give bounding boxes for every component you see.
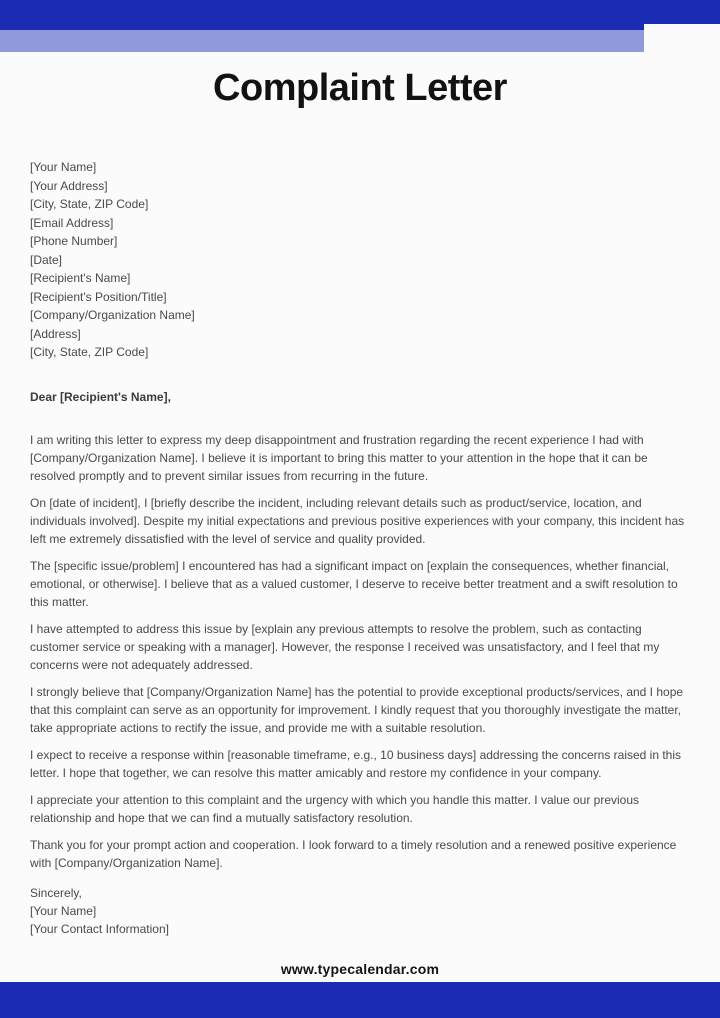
letter-paragraph-4: I have attempted to address this issue by [explain any previous attempts to resolve the problem, such as contacting customer service or speaking with a manager]. However, the response I received was unsatisfactory, and I feel that my concerns were not adequately addressed. (30, 621, 660, 672)
letter-paragraph-7: I appreciate your attention to this complaint and the urgency with which you handle this matter. I value our previous relationship and hope that we can find a mutually satisfactory resolution. (30, 792, 640, 825)
address-line-address: [Address] (30, 326, 81, 341)
address-line-your-address: [Your Address] (30, 178, 108, 193)
footer-url: www.typecalendar.com (280, 961, 440, 977)
letter-body (0, 158, 720, 938)
address-line-phone: [Phone Number] (30, 234, 118, 248)
letter-paragraph-3: The [specific issue/problem] I encountered has had a significant impact on [explain the consequences, whether financial, emotional, or otherwise]. I believe that as a valued customer, I deserve to receive better treatment and a swift resolution to this matter. (30, 558, 678, 609)
letter-paragraph-8: Thank you for your prompt action and cooperation. I look forward to a timely resolution and a renewed positive experience with [Company/Organization Name]. (30, 837, 677, 870)
salutation: Dear [Recipient's Name], (30, 389, 171, 404)
page-title: Complaint Letter (213, 67, 507, 109)
address-line-date: [Date] (30, 252, 63, 267)
address-line-email: [Email Address] (30, 215, 114, 230)
address-line-recipient-name: [Recipient's Name] (30, 271, 131, 285)
address-block (30, 158, 690, 362)
footer-bar (0, 982, 720, 1018)
paragraphs (30, 431, 690, 872)
header-bar-dark (0, 0, 720, 24)
address-line-city-state-zip-2: [City, State, ZIP Code] (30, 345, 149, 359)
letter-paragraph-5: I strongly believe that [Company/Organization Name] has the potential to provide exceptional products/services, and I hope that this complaint can serve as an opportunity for improvement. I kindly request that you thoroughly investigate the matter, take appropriate actions to rectify the issue, and provide me with a suitable resolution. (30, 684, 684, 735)
address-line-company: [Company/Organization Name] (30, 308, 195, 322)
closing-your-name: [Your Name] (30, 903, 97, 918)
closing-block (30, 884, 690, 938)
address-line-city-state-zip: [City, State, ZIP Code] (30, 197, 149, 211)
closing-contact-info: [Your Contact Information] (30, 921, 169, 936)
header-bar-light (0, 30, 644, 52)
address-line-recipient-position: [Recipient's Position/Title] (30, 289, 167, 304)
address-line-your-name: [Your Name] (30, 160, 97, 174)
letter-paragraph-2: On [date of incident], I [briefly describe the incident, including relevant details such as product/service, location, and individuals involved]. Despite my initial expectations and previous positive experiences with your company, this incident has left me extremely dissatisfied with the level of service and quality provided. (30, 495, 685, 546)
closing-sincerely: Sincerely, (30, 885, 82, 900)
letter-paragraph-6: I expect to receive a response within [reasonable timeframe, e.g., 10 business days] addressing the concerns raised in this letter. I hope that together, we can resolve this matter amicably and restore my confidence in your company. (30, 747, 682, 780)
letter-paragraph-1: I am writing this letter to express my deep disappointment and frustration regarding the recent experience I had with [Company/Organization Name]. I believe it is important to bring this matter to your attention in the hope that it can be resolved promptly and to prevent similar issues from recurring in the future. (30, 432, 648, 483)
